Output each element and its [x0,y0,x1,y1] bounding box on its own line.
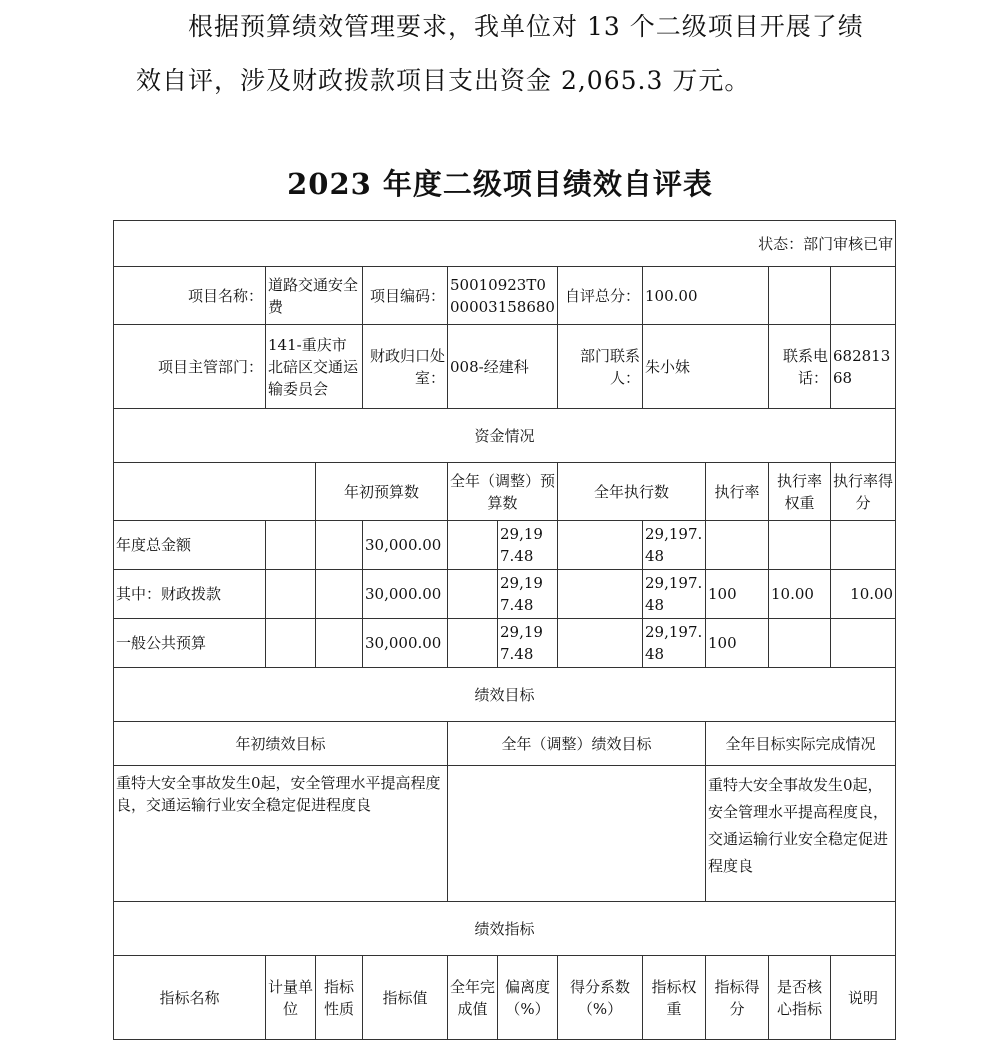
project-code: 50010923T000003158680 [448,267,558,325]
adjusted-goal-text [448,766,706,902]
contact-label: 部门联系人： [558,325,643,409]
funds-section-row [114,409,896,463]
indicator-core-header: 是否核心指标 [769,956,831,1040]
empty-cell [558,521,643,570]
status-row [114,221,896,267]
executed-header: 全年执行数 [558,463,706,521]
adjusted-goal-header: 全年（调整）绩效目标 [448,722,706,766]
fund-adjusted: 29,197.48 [498,521,558,570]
office-label: 财政归口处室： [363,325,448,409]
empty-cell [266,619,316,668]
contact-value: 朱小妹 [643,325,769,409]
fund-score [831,521,896,570]
fund-rate [706,521,769,570]
exec-score-header: 执行率得分 [831,463,896,521]
phone-value: 68281368 [831,325,896,409]
indicator-deviation-header: 偏离度（%） [498,956,558,1040]
self-score-value: 100.00 [643,267,769,325]
empty-cell [316,570,363,619]
table-row [114,570,896,619]
indicators-header-row [114,956,896,1040]
empty-cell [769,267,831,325]
status-text: 状态：部门审核已审 [114,221,896,267]
fund-weight [769,619,831,668]
fund-row-label: 一般公共预算 [114,619,266,668]
fund-score [831,619,896,668]
goals-section-label: 绩效目标 [114,668,896,722]
phone-label: 联系电话： [769,325,831,409]
fund-rate: 100 [706,619,769,668]
empty-cell [448,570,498,619]
initial-goal-text: 重特大安全事故发生0起，安全管理水平提高程度良，交通运输行业安全稳定促进程度良 [114,766,448,902]
exec-weight-header: 执行率权重 [769,463,831,521]
funds-section-label: 资金情况 [114,409,896,463]
funds-header-row [114,463,896,521]
indicator-note-header: 说明 [831,956,896,1040]
indicators-section-label: 绩效指标 [114,902,896,956]
fund-score: 10.00 [831,570,896,619]
empty-cell [114,463,316,521]
actual-goal-text: 重特大安全事故发生0起，安全管理水平提高程度良，交通运输行业安全稳定促进程度良 [706,766,896,902]
indicator-value-header: 指标值 [363,956,448,1040]
fund-weight [769,521,831,570]
project-row-2 [114,325,896,409]
intro-line-2: 效自评，涉及财政拨款项目支出资金 2,065.3 万元。 [136,66,751,95]
indicator-completed-header: 全年完成值 [448,956,498,1040]
fund-weight: 10.00 [769,570,831,619]
fund-adjusted: 29,197.48 [498,619,558,668]
dept-label: 项目主管部门： [114,325,266,409]
intro-paragraph [0,0,1000,108]
project-code-label: 项目编码： [363,267,448,325]
table-row [114,521,896,570]
project-name-label: 项目名称： [114,267,266,325]
fund-row-label: 年度总金额 [114,521,266,570]
project-name: 道路交通安全费 [266,267,363,325]
goals-header-row [114,722,896,766]
fund-initial: 30,000.00 [363,570,448,619]
goals-section-row [114,668,896,722]
exec-rate-header: 执行率 [706,463,769,521]
office-value: 008-经建科 [448,325,558,409]
fund-executed: 29,197.48 [643,570,706,619]
indicators-section-row [114,902,896,956]
empty-cell [266,570,316,619]
actual-goal-header: 全年目标实际完成情况 [706,722,896,766]
indicator-nature-header: 指标性质 [316,956,363,1040]
self-evaluation-table [113,220,896,1040]
fund-initial: 30,000.00 [363,521,448,570]
indicator-score-header: 指标得分 [706,956,769,1040]
indicator-weight-header: 指标权重 [643,956,706,1040]
self-score-label: 自评总分： [558,267,643,325]
empty-cell [316,521,363,570]
goals-content-row [114,766,896,902]
empty-cell [266,521,316,570]
page-title: 2023 年度二级项目绩效自评表 [287,167,713,201]
initial-budget-header: 年初预算数 [316,463,448,521]
initial-goal-header: 年初绩效目标 [114,722,448,766]
fund-rate: 100 [706,570,769,619]
fund-adjusted: 29,197.48 [498,570,558,619]
indicator-name-header: 指标名称 [114,956,266,1040]
fund-executed: 29,197.48 [643,619,706,668]
table-row [114,619,896,668]
empty-cell [448,521,498,570]
dept-value: 141-重庆市北碚区交通运输委员会 [266,325,363,409]
project-row-1 [114,267,896,325]
empty-cell [558,619,643,668]
indicator-unit-header: 计量单位 [266,956,316,1040]
empty-cell [448,619,498,668]
fund-initial: 30,000.00 [363,619,448,668]
empty-cell [831,267,896,325]
intro-line-1: 根据预算绩效管理要求，我单位对 13 个二级项目开展了绩 [188,12,864,41]
empty-cell [558,570,643,619]
fund-row-label: 其中：财政拨款 [114,570,266,619]
indicator-coef-header: 得分系数（%） [558,956,643,1040]
adjusted-budget-header: 全年（调整）预算数 [448,463,558,521]
fund-executed: 29,197.48 [643,521,706,570]
empty-cell [316,619,363,668]
